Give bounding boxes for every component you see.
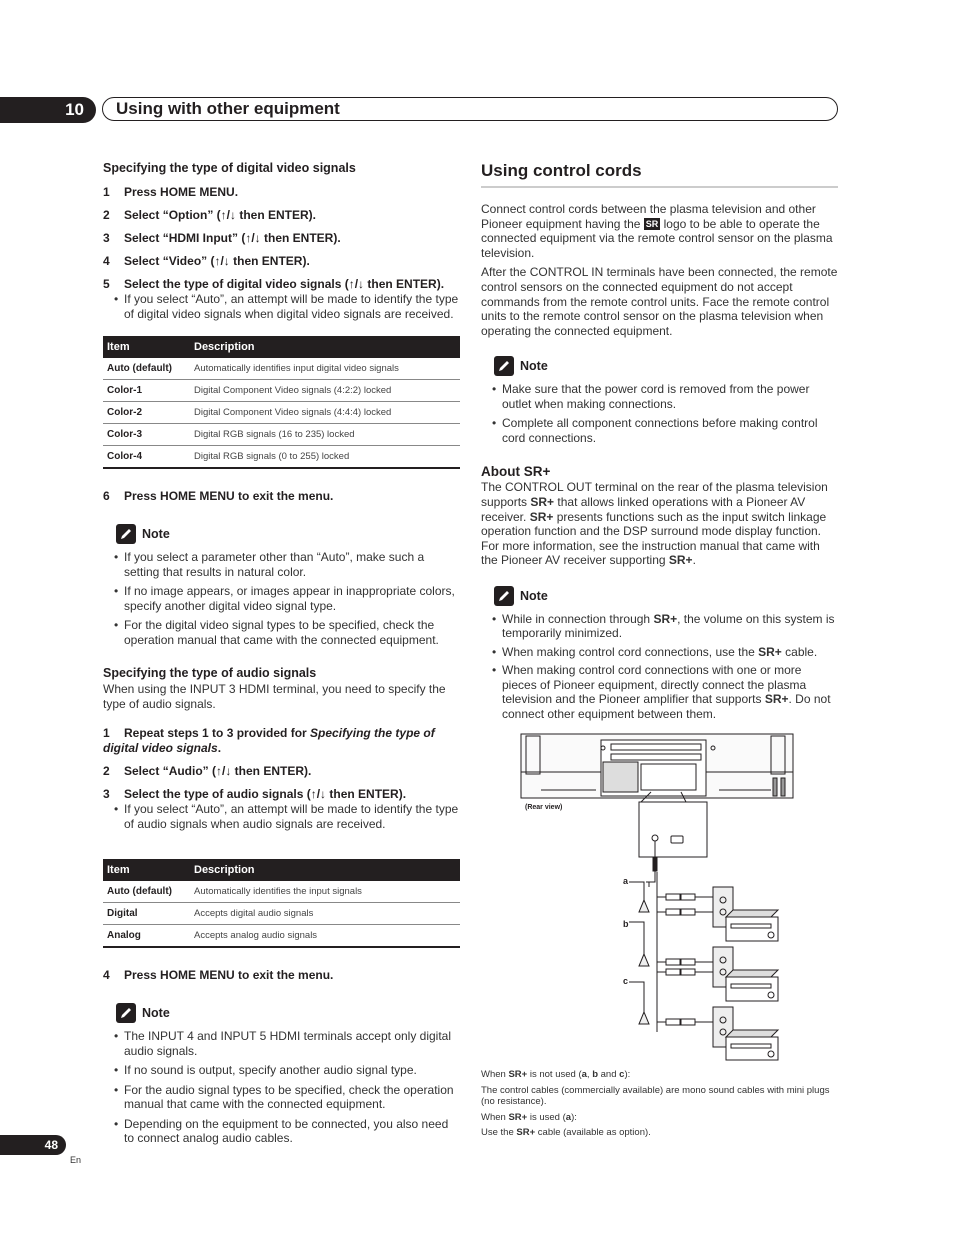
note-pencil-icon	[494, 356, 514, 376]
video-note-1: • If you select a parameter other than “Auto”, make such a setting that results in natural color.	[103, 550, 460, 579]
audio-note-3: • For the audio signal types to be specified, check the operation manual that came with the connected equipment.	[103, 1083, 460, 1112]
video-note-2: • If no image appears, or images appear in inappropriate colors, specify another digital video signal type.	[103, 584, 460, 613]
sr-logo: SR	[645, 219, 659, 230]
control-note-1: • Make sure that the power cord is removed from the power outlet when making connections.	[481, 382, 838, 411]
audio-heading: Specifying the type of audio signals	[103, 666, 317, 680]
about-sr-heading: About SR+	[481, 464, 551, 480]
control-cords-heading: Using control cords	[481, 160, 838, 188]
video-heading: Specifying the type of digital video signals	[103, 161, 356, 175]
table-header-item: Item	[103, 336, 190, 358]
table-row: Analog Accepts analog audio signals	[103, 925, 460, 948]
table-header-item: Item	[103, 859, 190, 881]
audio-note-4: • Depending on the equipment to be connected, you also need to connect analog audio cables.	[103, 1117, 460, 1146]
audio-step-2: 2 Select “Audio” (↑/↓ then ENTER).	[103, 764, 312, 779]
video-note-heading: Note	[116, 524, 460, 544]
table-row: Color-2 Digital Component Video signals (4:4:4) locked	[103, 402, 460, 424]
video-step-1: 1 Press HOME MENU.	[103, 185, 239, 199]
diagram-label-c: c	[623, 976, 629, 986]
sr-note-heading: Note	[494, 586, 838, 606]
table-row: Color-3 Digital RGB signals (16 to 235) locked	[103, 424, 460, 446]
audio-step-4: 4 Press HOME MENU to exit the menu.	[103, 968, 334, 983]
video-step-4: 4 Select “Video” (↑/↓ then ENTER).	[103, 254, 310, 268]
note-pencil-icon	[116, 524, 136, 544]
diagram-label-a: a	[623, 876, 629, 886]
table-row: Color-4 Digital RGB signals (0 to 255) locked	[103, 446, 460, 469]
about-sr-text: The CONTROL OUT terminal on the rear of the plasma television supports SR+ that allows linked operations with a Pioneer AV receiver. SR+ presents functions such as the input switch linkage operation function and the DSP surround mode display function. For more information, see the instruction manual that came with the Pioneer AV receiver supporting SR+.	[481, 480, 828, 568]
video-step5-bullet: • If you select “Auto”, an attempt will be made to identify the type of digital video signals when digital video signals are received.	[103, 292, 460, 321]
video-step-2: 2 Select “Option” (↑/↓ then ENTER).	[103, 208, 317, 222]
video-note-3: • For the digital video signal types to be specified, check the operation manual that came with the connected equipment.	[103, 618, 460, 647]
video-step-3: 3 Select “HDMI Input” (↑/↓ then ENTER).	[103, 231, 341, 245]
page-language: En	[70, 1155, 82, 1165]
control-note-heading: Note	[494, 356, 838, 376]
audio-step3-bullet: • If you select “Auto”, an attempt will be made to identify the type of audio signals when audio signals are received.	[103, 802, 460, 831]
audio-note-1: • The INPUT 4 and INPUT 5 HDMI terminals accept only digital audio signals.	[103, 1029, 460, 1058]
sr-note-1: • While in connection through SR+, the volume on this system is temporarily minimized.	[481, 612, 838, 641]
table-row: Auto (default) Automatically identifies input digital video signals	[103, 358, 460, 380]
caption-2: The control cables (commercially available) are mono sound cables with mini plugs (no resistance).	[481, 1084, 830, 1107]
audio-intro: When using the INPUT 3 HDMI terminal, you need to specify the type of audio signals.	[103, 682, 446, 711]
rear-view-label: (Rear view)	[525, 804, 563, 811]
page-number: 48	[0, 1135, 66, 1155]
note-pencil-icon	[494, 586, 514, 606]
caption-3: When SR+ is used (a):	[481, 1111, 577, 1123]
table-header-description: Description	[190, 336, 460, 358]
audio-note-2: • If no sound is output, specify another audio signal type.	[103, 1063, 460, 1078]
table-row: Color-1 Digital Component Video signals (4:2:2) locked	[103, 380, 460, 402]
note-pencil-icon	[116, 1003, 136, 1023]
control-para-1: Connect control cords between the plasma television and other Pioneer equipment having the SR logo to be able to operate the connected equipment via the remote control sensor on the plasma television.	[481, 202, 833, 260]
video-signal-table	[103, 336, 460, 469]
control-para-2: After the CONTROL IN terminals have been connected, the remote control sensors on the connected equipment do not accept commands from the remote control units. Face the remote control units to the remote control sensor on the plasma television when operating the connected equipment.	[481, 265, 838, 338]
caption-1: When SR+ is not used (a, b and c):	[481, 1069, 631, 1080]
table-row: Digital Accepts digital audio signals	[103, 903, 460, 925]
diagram-captions	[481, 1069, 838, 1139]
sr-note-2: • When making control cord connections, use the SR+ cable.	[481, 645, 838, 660]
video-step-5: 5 Select the type of digital video signals (↑/↓ then ENTER).	[103, 277, 445, 291]
diagram-label-b: b	[623, 919, 629, 929]
audio-step-3: 3 Select the type of audio signals (↑/↓ then ENTER).	[103, 787, 407, 802]
chapter-title: Using with other equipment	[116, 99, 340, 118]
caption-4: Use the SR+ cable (available as option).	[481, 1127, 651, 1138]
sr-note-3: • When making control cord connections with one or more pieces of Pioneer equipment, directly connect the plasma television and the Pioneer amplifier that supports SR+. Do not connect other equipment between them.	[481, 663, 838, 721]
left-column	[103, 160, 460, 1146]
control-note-2: • Complete all component connections before making control cord connections.	[481, 416, 838, 445]
audio-step-1: 1 Repeat steps 1 to 3 provided for Specifying the type of digital video signals.	[103, 726, 435, 756]
right-column	[481, 160, 838, 721]
connection-diagram	[481, 732, 838, 1062]
video-step-6: 6 Press HOME MENU to exit the menu.	[103, 489, 334, 503]
audio-note-heading: Note	[116, 1003, 460, 1023]
table-row: Auto (default) Automatically identifies the input signals	[103, 881, 460, 903]
audio-signal-table	[103, 859, 460, 948]
table-header-description: Description	[190, 859, 460, 881]
chapter-number: 10	[0, 97, 96, 123]
